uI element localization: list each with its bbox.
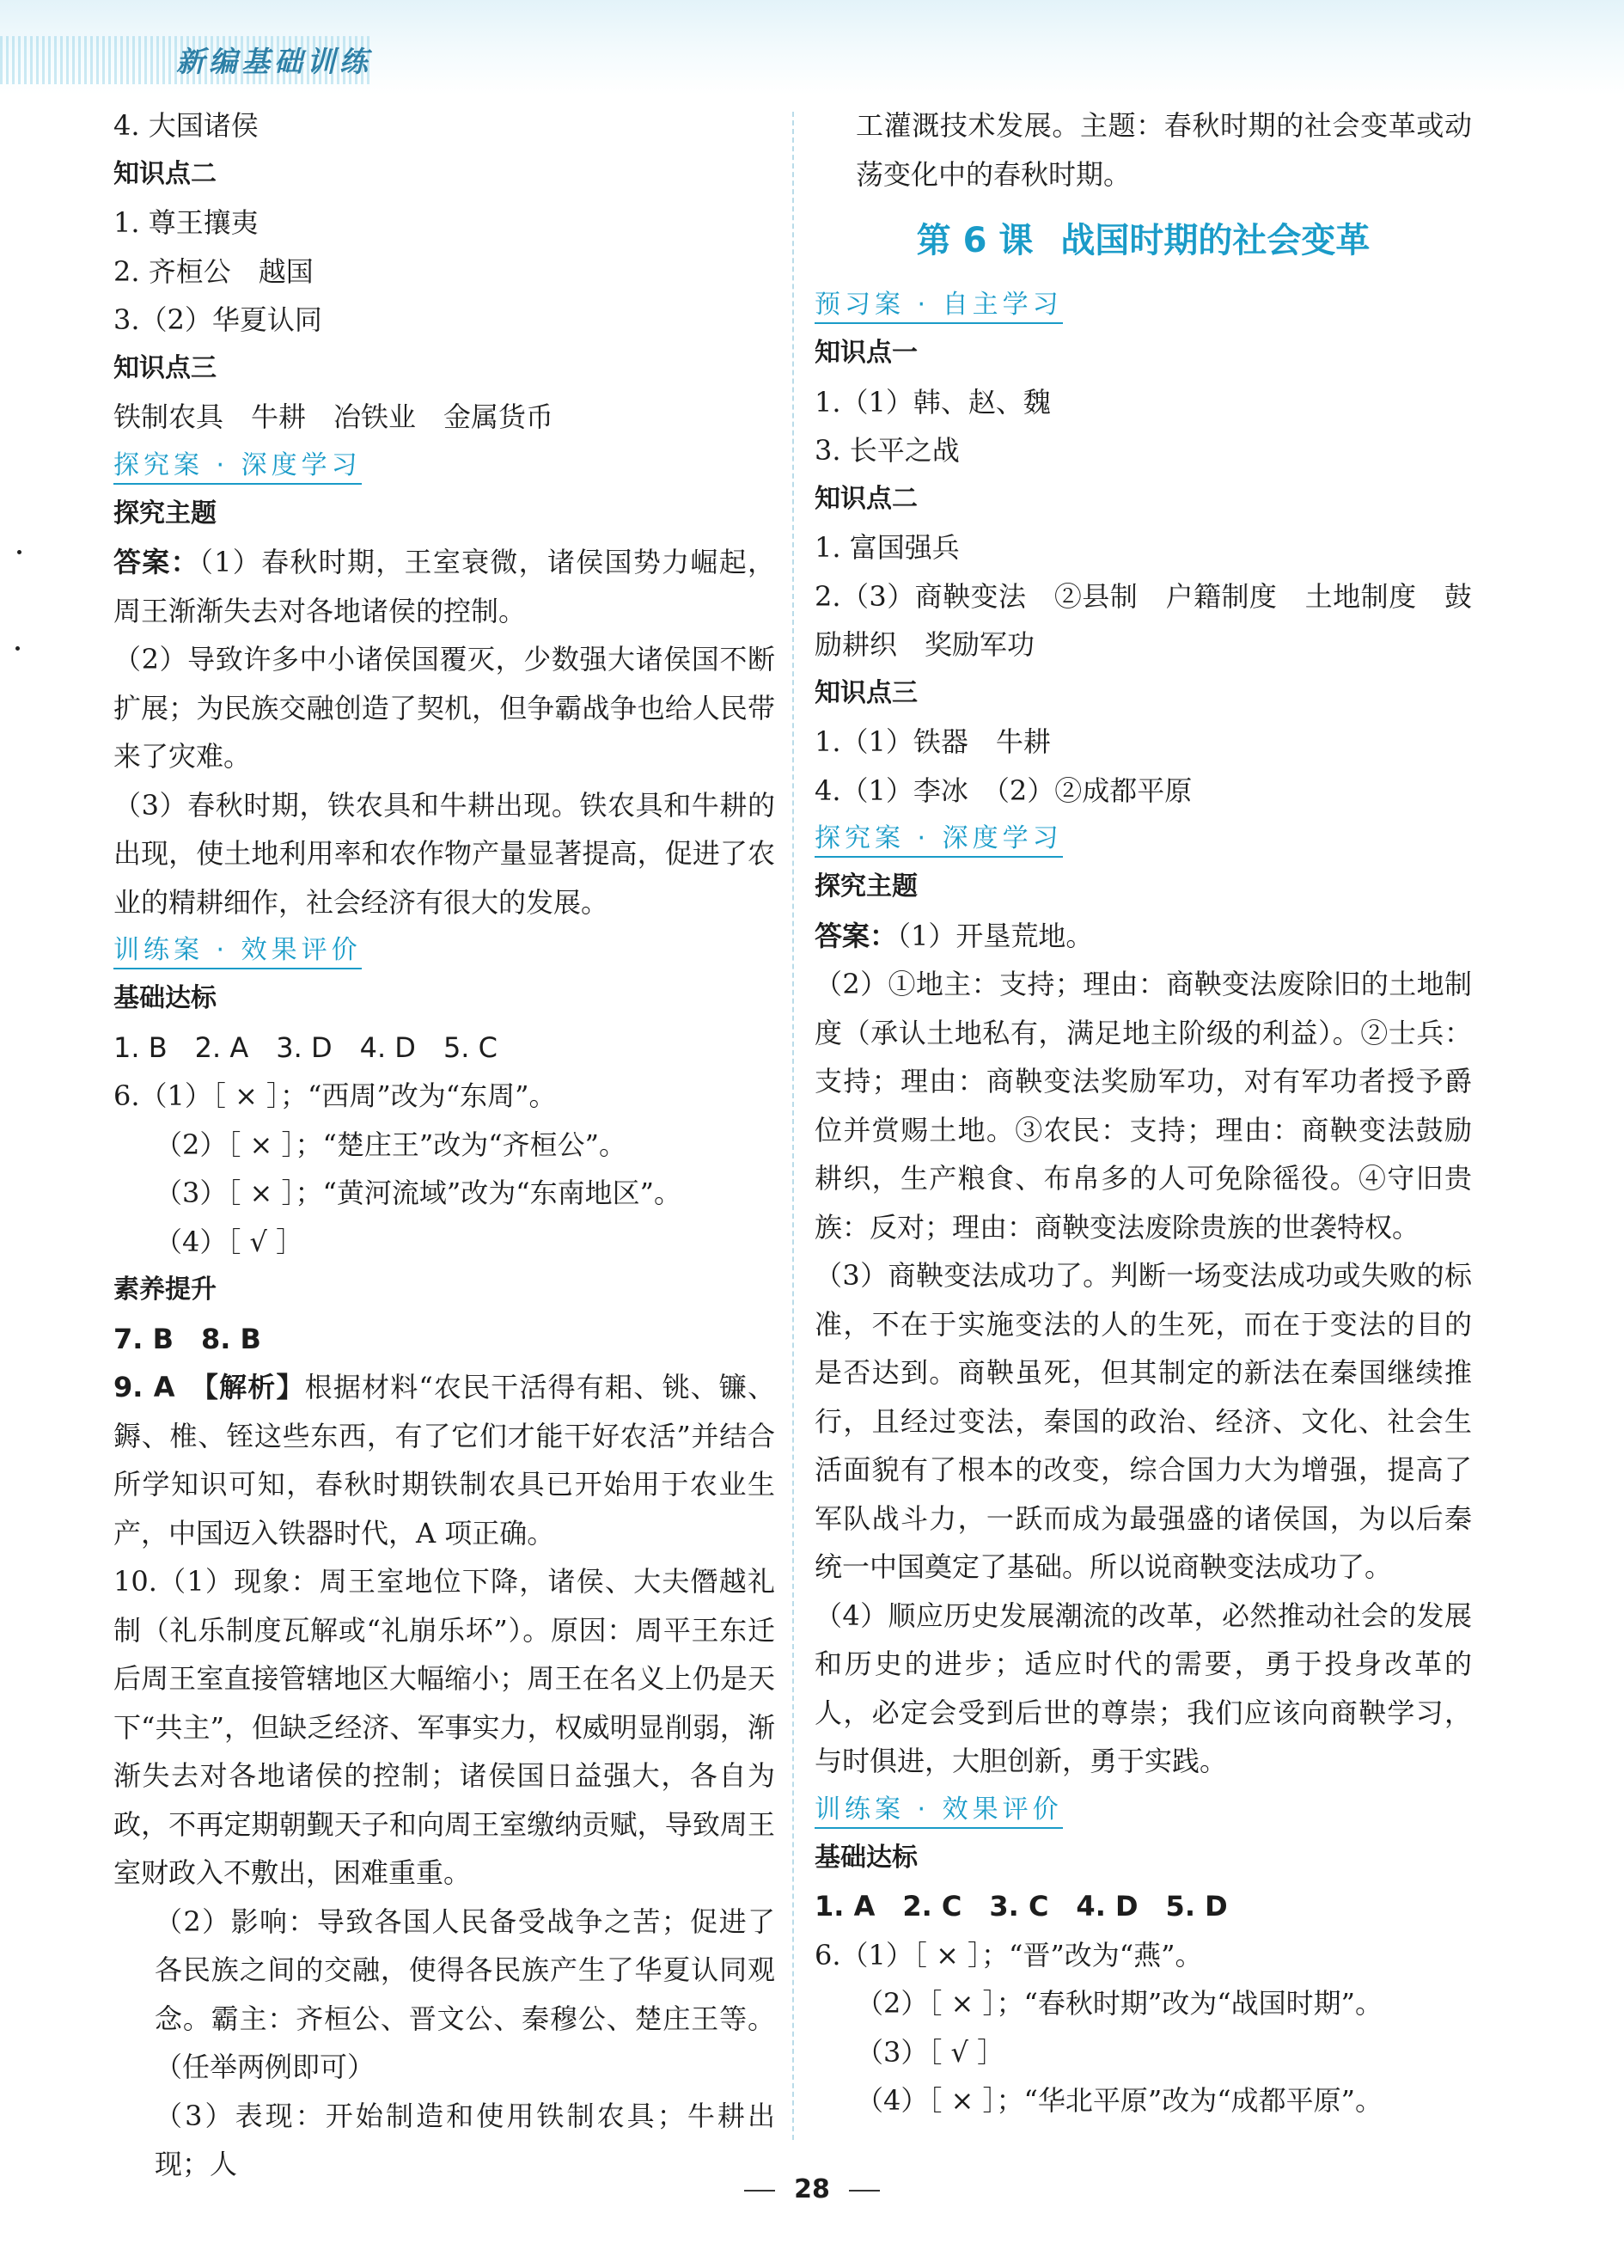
section-heading-practice: 训练案 · 效果评价 (815, 1793, 1063, 1829)
answer-line: （2）［ × ］；“春秋时期”改为“战国时期”。 (856, 1987, 1383, 2020)
answer-line: 4.（1）李冰 （2）②成都平原 (815, 773, 1193, 807)
section-heading-practice: 训练案 · 效果评价 (113, 933, 362, 969)
left-column (113, 101, 775, 2189)
answer-line: （4）［ √ ］ (155, 1225, 304, 1258)
section-heading-explore: 探究案 · 深度学习 (113, 449, 362, 485)
subheading: 知识点三 (815, 677, 918, 708)
answer-paragraph: （2）①地主：支持；理由：商鞅变法废除旧的土地制度（承认土地私有，满足地主阶级的利益）。②士兵：支持；理由：商鞅变法奖励军功，对有军功者授予爵位并赏赐土地。③农民：支持；理由：商鞅变法鼓励耕织，生产粮食、布帛多的人可免除徭役。④守旧贵族：反对；理由：商鞅变法废除贵族的世袭特权。 (815, 968, 1472, 1244)
subheading: 知识点一 (815, 338, 918, 368)
answer-paragraph: 9. A 【解析】根据材料“农民干活得有耜、铫、镰、鎒、椎、铚这些东西，有了它们才能干好农活”并结合所学知识可知，春秋时期铁制农具已开始用于农业生产，中国迈入铁器时代，A 项正确。 (113, 1371, 775, 1550)
answer-line: 1. 富国强兵 (815, 531, 960, 564)
answer-line: （3）［ × ］；“黄河流域”改为“东南地区”。 (155, 1177, 681, 1209)
answer-paragraph: （3）商鞅变法成功了。判断一场变法成功或失败的标准，不在于实施变法的人的生死，而在于变法的目的是否达到。商鞅虽死，但其制定的新法在秦国继续推行，且经过变法，秦国的政治、经济、文化、社会生活面貌有了根本的改变，综合国力大为增强，提高了军队战斗力，一跃而成为最强盛的诸侯国，为以后秦统一中国奠定了基础。所以说商鞅变法成功了。 (815, 1259, 1472, 1583)
answer-paragraph: 10.（1）现象：周王室地位下降，诸侯、大夫僭越礼制（礼乐制度瓦解或“礼崩乐坏”）。原因：周平王东迁后周王室直接管辖地区大幅缩小；周王在名义上仍是天下“共主”，但缺乏经济、军事实力，权威明显削弱，渐渐失去对各地诸侯的控制；诸侯国日益强大，各自为政，不再定期朝觐天子和向周王室缴纳贡赋，导致周王室财政入不敷出，困难重重。 (113, 1565, 775, 1889)
analysis-label: 【解析】 (204, 1371, 305, 1403)
answer-label: 答案： (815, 919, 898, 952)
series-title: 新编基础训练 (176, 45, 372, 78)
page-number: 28 (0, 2174, 1624, 2204)
answer-line: 4. 大国诸侯 (113, 109, 259, 142)
subheading: 素养提升 (113, 1275, 217, 1305)
answer-paragraph: 答案：（1）春秋时期，王室衰微，诸侯国势力崛起，周王渐渐失去对各地诸侯的控制。 (113, 546, 775, 627)
choice-answers: 1. A 2. C 3. C 4. D 5. D (815, 1890, 1228, 1923)
answer-line: 2. 齐桓公 越国 (113, 254, 314, 288)
subheading: 知识点二 (113, 158, 217, 189)
lesson-title: 第 6 课 战国时期的社会变革 (916, 221, 1371, 260)
answer-paragraph: （2）影响：导致各国人民备受战争之苦；促进了各民族之间的交融，使得各民族产生了华夏认同观念。霸主：齐桓公、晋文公、秦穆公、楚庄王等。（任举两例即可） (155, 1904, 775, 2083)
answer-line: （3）［ √ ］ (856, 2035, 1005, 2069)
choice-answers: 1. B 2. A 3. D 4. D 5. C (113, 1030, 498, 1064)
subheading: 基础达标 (815, 1842, 918, 1873)
subheading: 基础达标 (113, 983, 217, 1013)
answer-paragraph: （2）导致许多中小诸侯国覆灭，少数强大诸侯国不断扩展；为民族交融创造了契机，但争霸战争也给人民带来了灾难。 (113, 643, 775, 773)
answer-line: 铁制农具 牛耕 冶铁业 金属货币 (113, 400, 554, 433)
answer-line: 1.（1）铁器 牛耕 (815, 725, 1051, 758)
answer-paragraph: （3）春秋时期，铁农具和牛耕出现。铁农具和牛耕的出现，使土地利用率和农作物产量显著提高，促进了农业的精耕细作，社会经济有很大的发展。 (113, 788, 775, 919)
section-heading-explore: 探究案 · 深度学习 (815, 822, 1063, 858)
answer-line: 3.（2）华夏认同 (113, 303, 322, 336)
answer-line: 1. 尊王攘夷 (113, 206, 259, 239)
scan-speck (17, 550, 21, 554)
answer-line: 1.（1）韩、赵、魏 (815, 385, 1051, 419)
section-heading-preview: 预习案 · 自主学习 (815, 288, 1063, 324)
scan-speck (15, 646, 20, 651)
right-column (815, 101, 1472, 2125)
answer-label: 答案： (113, 546, 199, 578)
answer-paragraph: （4）顺应历史发展潮流的改革，必然推动社会的发展和历史的进步；适应时代的需要，勇于投身改革的人，必定会受到后世的尊崇；我们应该向商鞅学习，与时俱进，大胆创新，勇于实践。 (815, 1599, 1472, 1777)
subheading: 探究主题 (815, 871, 918, 902)
subheading: 知识点三 (113, 352, 217, 383)
column-divider (792, 112, 794, 2140)
answer-line: （4）［ × ］；“华北平原”改为“成都平原”。 (856, 2084, 1383, 2117)
answer-line: 6.（1）［ × ］；“西周”改为“东周”。 (113, 1079, 557, 1112)
subheading: 知识点二 (815, 483, 918, 514)
answer-paragraph: 工灌溉技术发展。主题：春秋时期的社会变革或动荡变化中的春秋时期。 (856, 109, 1472, 191)
answer-line: 3. 长平之战 (815, 434, 960, 467)
answer-paragraph: 2.（3）商鞅变法 ②县制 户籍制度 土地制度 鼓励耕织 奖励军功 (815, 579, 1472, 661)
choice-answers: 7. B 8. B (113, 1322, 261, 1355)
answer-line: （2）［ × ］；“楚庄王”改为“齐桓公”。 (155, 1128, 626, 1161)
answer-line: 答案：（1）开垦荒地。 (815, 919, 1094, 952)
answer-line: 6.（1）［ × ］；“晋”改为“燕”。 (815, 1938, 1203, 1972)
subheading: 探究主题 (113, 498, 217, 529)
answer-paragraph: （3）表现：开始制造和使用铁制农具；牛耕出现；人 (155, 2099, 775, 2180)
